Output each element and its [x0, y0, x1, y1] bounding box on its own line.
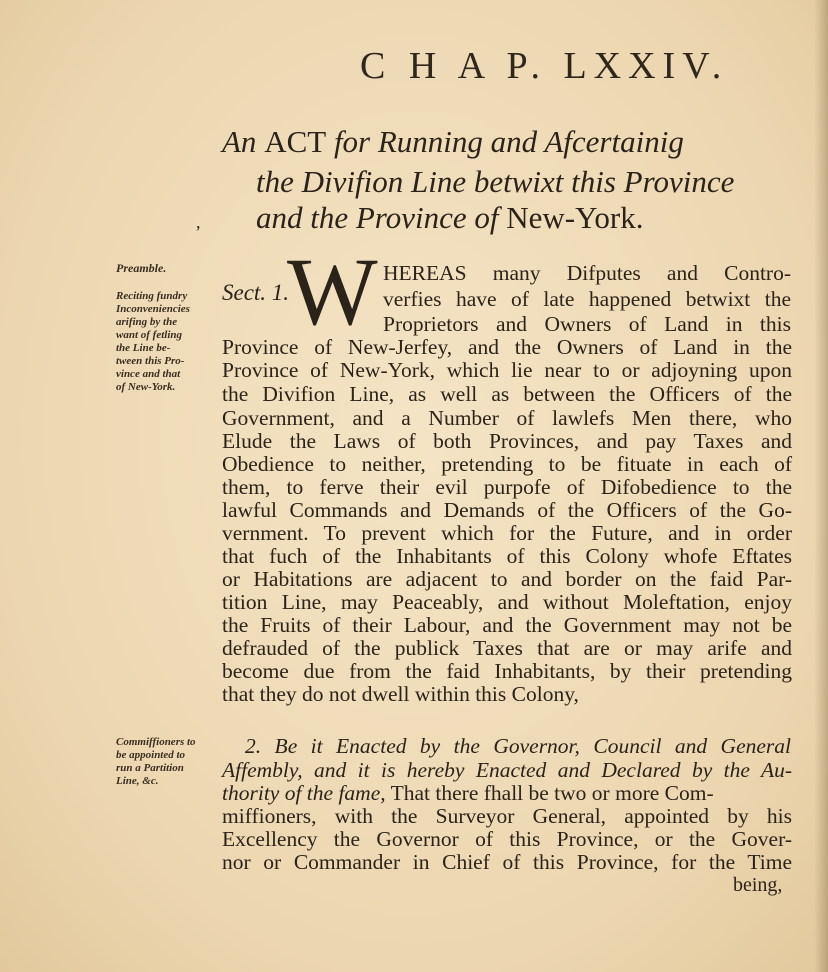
margin-note-line: the Line be- [116, 342, 171, 354]
body-line: that fuch of the Inhabitants of this Colony whofe Eftates [222, 544, 792, 568]
margin-note-line: run a Partition [116, 762, 184, 774]
body-text-italic: thority of the fame, [222, 781, 386, 805]
margin-note-line: want of fetling [116, 329, 183, 341]
margin-note-line: arifing by the [116, 316, 178, 328]
page-edge-shadow [814, 0, 828, 972]
drop-cap: W [287, 238, 378, 345]
margin-note-preamble: Preamble. [116, 261, 167, 275]
body-line: Province of New-York, which lie near to or adjoyning upon [222, 358, 792, 382]
margin-note-line: of New-York. [116, 381, 176, 393]
body-line: the Divifion Line, as well as between the Officers of the [222, 382, 792, 406]
title-word-an: An [222, 124, 257, 159]
margin-note-commissioners [116, 736, 196, 788]
title-word-new-york: New-York. [506, 200, 644, 235]
body-line: Proprietors and Owners of Land in this [383, 312, 791, 336]
title-word-act: ACT [264, 124, 327, 159]
body-line: Excellency the Governor of this Province, or the Gover- [222, 827, 792, 851]
body-line: verfies have of late happened betwixt the [383, 287, 791, 311]
body-line: Elude the Laws of both Provinces, and pay Taxes and [222, 429, 792, 453]
margin-note-line: Reciting fundry [116, 290, 188, 302]
body-line: Affembly, and it is hereby Enacted and Declared by the Au- [222, 758, 792, 782]
title-line-3-italic: and the Province of [256, 200, 499, 235]
body-line: Province of New-Jerfey, and the Owners of Land in the [222, 335, 792, 359]
body-line: tition Line, may Peaceably, and without Moleftation, enjoy [222, 590, 792, 614]
body-line: miffioners, with the Surveyor General, appointed by his [222, 804, 792, 828]
margin-note-line: Commiffioners to [116, 736, 196, 748]
margin-note-line: vince and that [116, 368, 181, 380]
body-text-roman: That there fhall be two or more Com- [390, 781, 714, 805]
catchword: being, [733, 874, 783, 896]
body-line: them, to ferve their evil purpofe of Difobedience to the [222, 475, 792, 499]
section-label: Sect. 1. [222, 280, 290, 305]
stray-comma: , [196, 212, 201, 232]
body-line: nor or Commander in Chief of this Province, for the Time [222, 850, 792, 874]
chapter-heading: C H A P. LXXIV. [360, 45, 729, 87]
act-title-line-1 [222, 124, 684, 160]
body-line: or Habitations are adjacent to and border on the faid Par- [222, 567, 792, 591]
body-line: become due from the faid Inhabitants, by their pretending [222, 659, 792, 683]
body-line: Obedience to neither, pretending to be fituate in each of [222, 452, 792, 476]
body-line: HEREAS many Difputes and Contro- [383, 261, 791, 285]
title-line-1-rest: for Running and Afcertainig [333, 124, 684, 159]
body-line: 2. Be it Enacted by the Governor, Council and General [245, 734, 791, 758]
body-line: vernment. To prevent which for the Future, and in order [222, 521, 792, 545]
body-line: lawful Commands and Demands of the Officers of the Go- [222, 498, 792, 522]
act-title-line-3 [256, 200, 643, 236]
margin-note-line: be appointed to [116, 749, 186, 761]
body-line: that they do not dwell within this Colony, [222, 682, 579, 706]
margin-note-line: Inconveniencies [116, 303, 190, 315]
margin-note-line: Line, &c. [116, 775, 159, 787]
body-line: the Fruits of their Labour, and the Government may not be [222, 613, 792, 637]
margin-note-reciting [116, 290, 190, 394]
act-title-line-2: the Divifion Line betwixt this Province [256, 164, 735, 199]
margin-note-line: tween this Pro- [116, 355, 185, 367]
body-line: Government, and a Number of lawlefs Men there, who [222, 406, 792, 430]
body-line: defrauded of the publick Taxes that are or may arife and [222, 636, 792, 660]
